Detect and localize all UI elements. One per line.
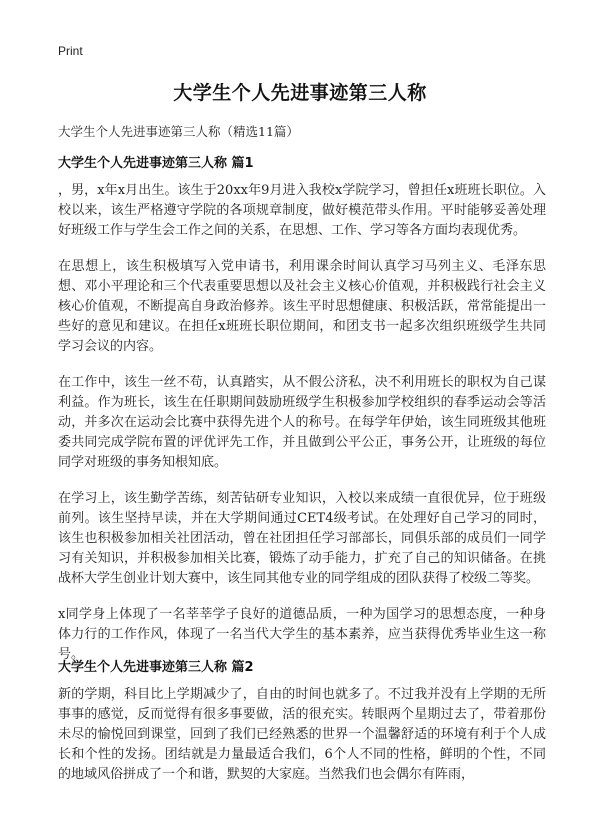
paragraph: 在思想上，该生积极填写入党申请书，利用课余时间认真学习马列主义、毛泽东思想、邓小平理论和三个代表重要思想以及社会主义核心价值观，并积极践行社会主义核心价值观，不断提高自身政治修养。该生平时思想健康、积极活跃，常常能提出一些好的意见和建议。在担任x班班长职位期间，和团支书一起多次组织班级学生共同学习会议的内容。: [58, 259, 546, 354]
section-heading: 大学生个人先进事迹第三人称 篇1: [58, 156, 254, 171]
paragraph: x同学身上体现了一名莘莘学子良好的道德品质，一种为国学习的思想态度，一种身体力行的工作作风，体现了一名当代大学生的基本素养，应当获得优秀毕业生这一称号。: [58, 607, 546, 662]
section-2: [58, 656, 546, 801]
paragraph: 在学习上，该生勤学苦练，刻苦钻研专业知识，入校以来成绩一直很优异，位于班级前列。该生坚持早读，并在大学期间通过CET4级考试。在处理好自己学习的同时，该生也积极参加相关社团活动，曾在社团担任学习部部长，同俱乐部的成员们一同学习有关知识，并积极参加相关比赛，锻炼了动手能力，扩充了自己的知识储备。在挑战杯大学生创业计划大赛中，该生同其他专业的同学组成的团队获得了校级二等奖。: [58, 491, 546, 586]
section-heading: 大学生个人先进事迹第三人称 篇2: [58, 660, 254, 675]
page-title: 大学生个人先进事迹第三人称: [173, 82, 427, 104]
paragraph: 新的学期，科目比上学期减少了，自由的时间也就多了。不过我并没有上学期的无所事事的感觉，反而觉得有很多事要做，活的很充实。转眼两个星期过去了，带着那份未尽的愉悦回到课堂，回到了我们已经熟悉的世界一个温馨舒适的环境有利于个人成长和个性的发扬。团结就是力量最适合我们，6个人不同的性格，鲜明的个性，不同的地域风俗拼成了一个和谐，默契的大家庭。当然我们也会偶尔有阵雨，: [58, 687, 546, 782]
paragraph: ，男，x年x月出生。该生于20xx年9月进入我校x学院学习，曾担任x班班长职位。入校以来，该生严格遵守学院的各项规章制度，做好模范带头作用。平时能够妥善处理好班级工作与学生会工作之间的关系，在思想、工作、学习等各方面均表现优秀。: [58, 183, 546, 238]
paragraph: 在工作中，该生一丝不苟，认真踏实，从不假公济私，决不利用班长的职权为自己谋利益。作为班长，该生在任职期间鼓励班级学生积极参加学校组织的春季运动会等活动，并多次在运动会比赛中获得先进个人的称号。在每学年伊始，该生同班级其他班委共同完成学院布置的评优评先工作，并且做到公平公正，事务公开，让班级的每位同学对班级的事务知根知底。: [58, 375, 546, 470]
section-1: [58, 152, 546, 681]
print-label[interactable]: Print: [58, 44, 83, 58]
page-subtitle: 大学生个人先进事迹第三人称（精选11篇）: [58, 124, 299, 139]
